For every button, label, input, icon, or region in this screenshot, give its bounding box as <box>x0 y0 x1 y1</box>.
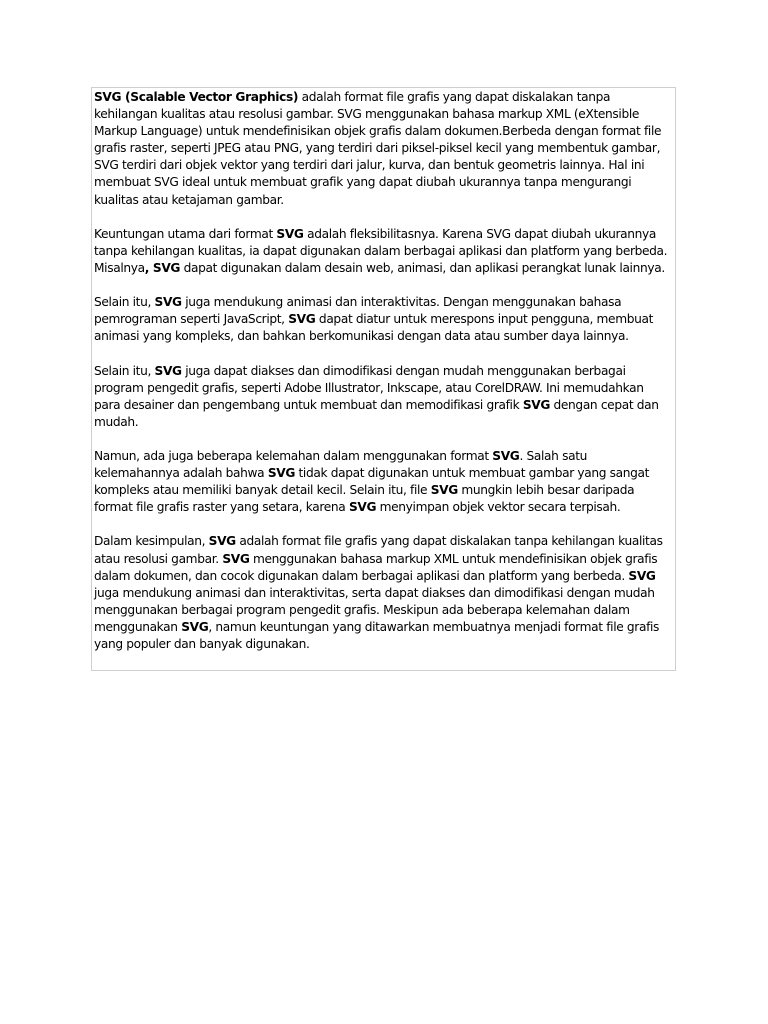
text-segment: Dalam kesimpulan, <box>94 534 209 549</box>
bold-text-segment: SVG <box>222 551 250 566</box>
text-segment: dengan cepat dan mudah. <box>94 397 659 429</box>
text-segment: menyimpan objek vektor secara terpisah. <box>376 500 621 515</box>
bold-text-segment: SVG <box>348 500 377 515</box>
text-segment: Selain itu, <box>94 363 155 378</box>
bold-text-segment: , SVG <box>144 260 181 275</box>
paragraph-advantage <box>94 226 672 277</box>
bold-text-segment: SVG (Scalable Vector Graphics) <box>94 90 299 104</box>
paragraph-editing <box>94 363 672 431</box>
text-segment: Namun, ada juga beberapa kelemahan dalam menggunakan format <box>94 448 493 463</box>
bold-text-segment: SVG <box>154 295 182 310</box>
bold-text-segment: SVG <box>430 483 458 498</box>
text-segment: tidak dapat digunakan untuk membuat gambar yang sangat kompleks atau memiliki banyak detail kecil. Selain itu, file <box>94 466 650 498</box>
paragraph-weakness <box>94 448 672 516</box>
text-segment: adalah format file grafis yang dapat diskalakan tanpa kehilangan kualitas atau resolusi gambar. SVG menggunakan bahasa markup XML (eXtensible Markup Language) untuk mendefinisikan objek grafis dalam dokumen.Berbeda dengan format file grafis raster, seperti JPEG atau PNG, yang terdiri dari piksel-piksel kecil yang membentuk gambar, SVG terdiri dari objek vektor yang terdiri dari jalur, kurva, dan bentuk geometris lainnya. Hal ini membuat SVG ideal untuk membuat grafik yang dapat diubah ukurannya tanpa mengurangi kualitas atau ketajaman gambar. <box>94 90 662 207</box>
text-segment: Keuntungan utama dari format <box>94 226 277 241</box>
text-segment: juga dapat diakses dan dimodifikasi dengan mudah menggunakan berbagai program pengedit grafis, seperti Adobe Illustrator, Inkscape, atau CorelDRAW. Ini memudahkan para desainer dan pengembang untuk membuat dan memodifikasi grafik <box>94 363 644 412</box>
bold-text-segment: SVG <box>208 534 236 549</box>
paragraph-animation <box>94 294 672 345</box>
text-segment: adalah fleksibilitasnya. Karena SVG dapat diubah ukurannya tanpa kehilangan kualitas, ia dapat digunakan dalam berbagai aplikasi dan platform yang berbeda. Misalnya <box>94 226 668 275</box>
bold-text-segment: SVG <box>181 619 209 634</box>
text-segment: adalah format file grafis yang dapat diskalakan tanpa kehilangan kualitas atau resolusi gambar. <box>94 534 663 566</box>
text-segment: mungkin lebih besar daripada format file grafis raster yang setara, karena <box>94 483 635 515</box>
bold-text-segment: SVG <box>154 363 182 378</box>
text-segment: menggunakan bahasa markup XML untuk mendefinisikan objek grafis dalam dokumen, dan cocok digunakan dalam berbagai aplikasi dan platform yang berbeda. <box>94 551 658 583</box>
bold-text-segment: SVG <box>628 568 656 583</box>
text-segment: juga mendukung animasi dan interaktivitas, serta dapat diakses dan dimodifikasi dengan mudah menggunakan berbagai program pengedit grafis. Meskipun ada beberapa kelemahan dalam menggunakan <box>94 585 655 634</box>
bold-text-segment: SVG <box>276 226 304 241</box>
paragraph-intro <box>94 89 672 209</box>
bold-text-segment: SVG <box>288 312 316 327</box>
text-segment: Selain itu, <box>94 295 155 310</box>
text-segment: , namun keuntungan yang ditawarkan membuatnya menjadi format file grafis yang populer dan banyak digunakan. <box>94 619 660 651</box>
document-text-box <box>91 87 676 671</box>
text-segment: dapat diatur untuk merespons input pengguna, membuat animasi yang kompleks, dan bahkan berkomunikasi dengan data atau sumber daya lainnya. <box>94 312 654 344</box>
text-segment: . Salah satu kelemahannya adalah bahwa <box>94 448 587 481</box>
paragraph-conclusion <box>94 533 672 653</box>
bold-text-segment: SVG <box>522 397 550 412</box>
bold-text-segment: SVG <box>492 448 520 463</box>
bold-text-segment: SVG <box>267 466 295 481</box>
text-segment: juga mendukung animasi dan interaktivitas. Dengan menggunakan bahasa pemrograman seperti JavaScript, <box>94 295 622 327</box>
text-segment: dapat digunakan dalam desain web, animasi, dan aplikasi perangkat lunak lainnya. <box>180 260 665 275</box>
